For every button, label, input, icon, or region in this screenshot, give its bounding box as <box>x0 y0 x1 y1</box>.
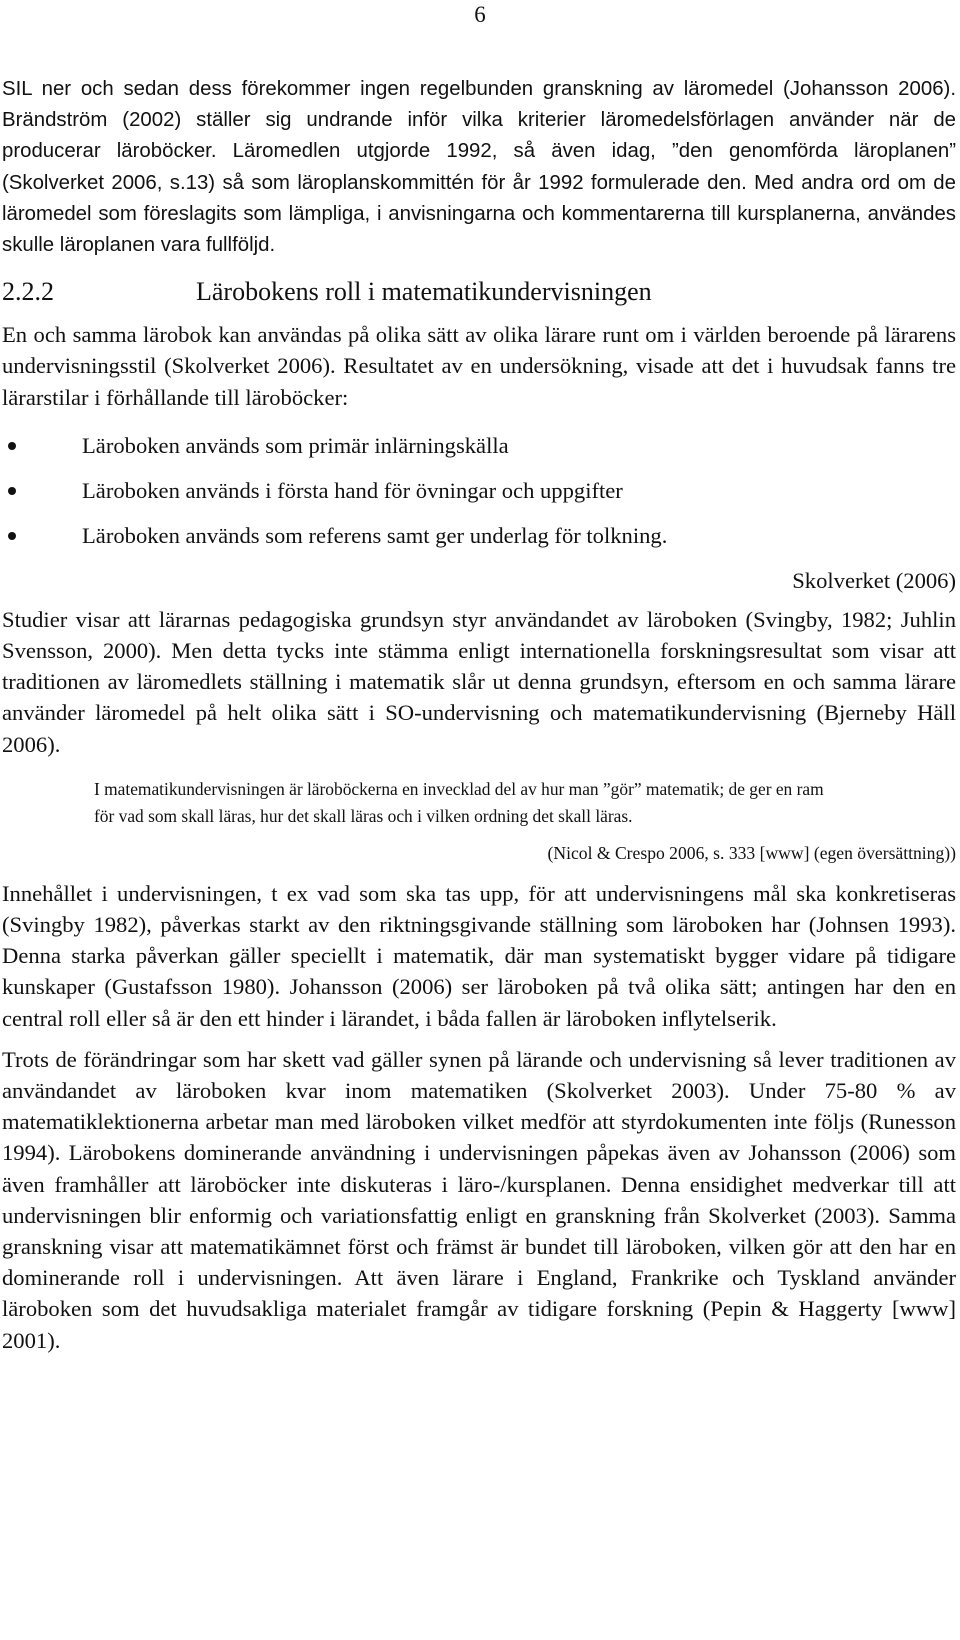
bullet-icon <box>8 442 16 450</box>
list-item-text: Läroboken används i första hand för övningar och uppgifter <box>82 477 623 503</box>
intro-line-2: (Johansson 2006). Brändström (2002) ställer sig undrande inför vilka kriterier <box>2 78 956 132</box>
list-item <box>2 431 956 461</box>
page-number: 6 <box>474 2 486 27</box>
bullet-icon <box>8 487 16 495</box>
intro-line-1: SIL ner och sedan dess förekommer ingen regelbunden granskning av läromedel <box>2 78 774 100</box>
bullet-icon <box>8 532 16 540</box>
list-source: Skolverket (2006) <box>792 567 956 593</box>
teaching-style-list <box>2 431 956 551</box>
block-quote: I matematikundervisningen är läroböckerna en invecklad del av hur man ”gör” matematik; de ger en ram för vad som skall läras, hur det skall läras och i vilken ordning det skall läras. <box>94 778 824 826</box>
paragraph-intro <box>2 74 956 261</box>
section-heading <box>2 275 956 309</box>
intro-line-7: användes skulle läroplanen vara fullföljd. <box>2 202 956 257</box>
intro-line-5: läroplanskommittén för år 1992 formulerade den. Med andra ord om de läromedel <box>2 171 956 225</box>
list-item-text: Läroboken används som referens samt ger underlag för tolkning. <box>82 522 668 548</box>
paragraph-tradition: Trots de förändringar som har skett vad gäller synen på lärande och undervisning så lever traditionen av användandet av läroboken kvar inom matematiken (Skolverket 2003). Under 75-80 % av matematiklektionerna arbetar man med läroboken vilket medför att styrdokumenten inte följs (Runesson 1994). Lärobokens dominerande användning i undervisningen påpekas även av Johansson (2006) som även framhåller att läroböcker inte diskuteras i läro-/kursplanen. Denna ensidighet medverkar till att undervisningen blir enformig och variationsfattig enligt en granskning från Skolverket (2003). Samma granskning visar att matematikämnet först och främst är bundet till läroboken, vilken gör att den har en dominerande roll i undervisningen. Att även lärare i England, Frankrike och Tyskland använder läroboken som det huvudsakliga materialet framgår av tidigare forskning (Pepin & Haggerty [www] 2001). <box>2 1046 956 1353</box>
intro-line-3: läromedelsförlagen använder när de producerar läroböcker. Läromedlen utgjorde <box>2 109 956 163</box>
quote-source: (Nicol & Crespo 2006, s. 333 [www] (egen översättning)) <box>547 842 956 863</box>
paragraph-teaching-styles: En och samma lärobok kan användas på olika sätt av olika lärare runt om i världen beroende på lärarens undervisningsstil (Skolverket 2006). Resultatet av en undersökning, visade att det i huvudsak fanns tre lärarstilar i förhållande till läroböcker: <box>2 322 956 410</box>
section-number: 2.2.2 <box>2 277 54 307</box>
intro-line-6: som föreslagits som lämpliga, i anvisningarna och kommentarerna till kursplanerna, <box>98 202 861 225</box>
list-item <box>2 521 956 551</box>
list-item <box>2 476 956 506</box>
list-item-text: Läroboken används som primär inlärningskälla <box>82 432 509 458</box>
intro-line-4: 1992, så även idag, ”den genomförda läroplanen” (Skolverket 2006, s.13) så som <box>2 140 956 194</box>
paragraph-studies: Studier visar att lärarnas pedagogiska grundsyn styr användandet av läroboken (Svingby, 1982; Juhlin Svensson, 2000). Men detta tycks inte stämma enligt internationella forskningsresultat som visar att traditionen av läromedlets ställning i matematik slår ut denna grundsyn, eftersom en och samma lärare använder läromedel på helt olika sätt i SO-undervisning och matematikundervisning (Bjerneby Häll 2006). <box>2 606 956 757</box>
page-content <box>2 74 956 1356</box>
paragraph-content: Innehållet i undervisningen, t ex vad som ska tas upp, för att undervisningens mål ska konkretiseras (Svingby 1982), påverkas starkt av den riktningsgivande ställning som läroboken har (Johnsen 1993). Denna starka påverkan gäller speciellt i matematik, där man systematiskt bygger vidare på tidigare kunskaper (Gustafsson 1980). Johansson (2006) ser läroboken på två olika sätt; antingen har den en central roll eller så är den ett hinder i lärandet, i båda fallen är läroboken inflytelserik. <box>2 880 956 1031</box>
section-title: Lärobokens roll i matematikundervisningen <box>196 277 652 307</box>
